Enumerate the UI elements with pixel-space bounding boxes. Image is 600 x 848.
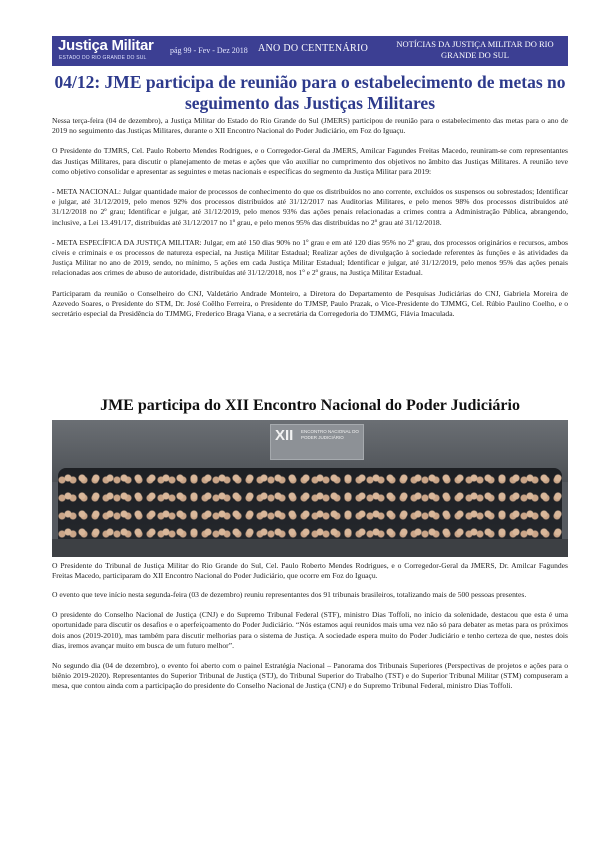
article1-paragraph: O Presidente do TJMRS, Cel. Paulo Roberto Mendes Rodrigues, e o Corregedor-Geral da JMERS, Amilcar Fagundes Freitas Macedo, reuniram-se com representantes das Justiças Militares, para discutir o planejamento de metas e ações que vão auxiliar no cumprimento dos objetivos no âmbito das Justiças Militares. A reunião teve como objetivo consolidar e apresentar as seguintes e metas nacionais e específicas do segmento da Justiça Militar para 2019:: [52, 146, 568, 176]
event-banner: [270, 424, 364, 460]
article2-paragraph: O presidente do Conselho Nacional de Justiça (CNJ) e do Supremo Tribunal Federal (STF), ministro Dias Toffoli, no início da solenidade, destacou que esta é uma oportunidade para discutir os desafios e o aperfeiçoamento do Poder Judiciário. “Nós estamos aqui reunidos mais uma vez não só para debater as metas para os próximos dois anos (2019-2010), mas também para discutir melhorias para o sistema de Justiça. A sociedade espera muito do Poder Judiciário e tenho certeza de que, nestes dois dias, iremos avançar muito em busca de um futuro melhor”.: [52, 610, 568, 650]
section-title: NOTÍCIAS DA JUSTIÇA MILITAR DO RIO GRANDE DO SUL: [396, 39, 554, 60]
article2-body: [52, 590, 568, 702]
centenary-label: ANO DO CENTENÁRIO: [258, 43, 369, 54]
article1-paragraph: Participaram da reunião o Conselheiro do CNJ, Valdetário Andrade Monteiro, a Diretora do Departamento de Pesquisas Judiciárias do CNJ, Gabriela Moreira de Azevedo Soares, o Presidente do STM, Dr. José Coêlho Ferreira, o Presidente do TJMSP, Paulo Prazak, o Vice-Presidente do TJMMG, Cel. Rúbio Paulino Coelho, e o secretário especial da Presidência do TJMMG, Frederico Braga Viana, e a secretária da Corregedoria do TJMMG, Flávia Imaculada.: [52, 288, 568, 319]
article1-headline: 04/12: JME participa de reunião para o estabelecimento de metas no seguimento das Justiças Militares: [54, 72, 566, 113]
banner-number: XII: [275, 427, 294, 444]
logo: [58, 38, 156, 64]
photo-crowd: [58, 468, 562, 548]
banner-text: ENCONTRO NACIONAL DO PODER JUDICIÁRIO: [301, 429, 359, 440]
logo-subtitle: ESTADO DO RIO GRANDE DO SUL: [59, 55, 147, 61]
header-bar: [52, 36, 568, 66]
article2-paragraph: O evento que teve início nesta segunda-feira (03 de dezembro) reuniu representantes dos 91 tribunais brasileiros, totalizando mais de 500 pessoas presentes.: [52, 590, 527, 599]
article1-body: [52, 116, 568, 329]
logo-title: Justiça Militar: [58, 37, 154, 54]
article2-paragraph: No segundo dia (04 de dezembro), o evento foi aberto com o painel Estratégia Nacional – Panorama dos Tribunais Superiores (Perspectivas de projetos e ações para o biênio 2019-2020). Representantes do Superior Tribunal de Justiça (STJ), do Tribunal Superior do Trabalho (TST) e do Superior Tribunal Militar (STM) compuseram a mesa, que contou ainda com a participação do presidente do Conselho Nacional de Justiça (CNJ) e do Supremo Tribunal Federal, ministro Dias Toffoli.: [52, 661, 568, 691]
article1-paragraph: - META NACIONAL: Julgar quantidade maior de processos de conhecimento do que os distribuídos no ano corrente, excluídos os suspensos ou sobrestados; Identificar e julgar, até 31/12/2019, pelo menos 92% dos processos distribuídos até 31/12/2017 nas Auditorias Militares, e pelo menos 98% dos processos distribuídos até 31/12/2018 no 2º grau; Identificar e julgar, até 31/12/2019, pelo menos 93% das ações penais relacionadas a crimes contra a Administração Pública, abrangendo, inclusive, a Lei 13.491/17, distribuídas até 31/12/2017 no 1º grau, e pelo menos 95% das distribuídas no 2º grau até 31/12/2018.: [52, 187, 568, 227]
photo-caption: O Presidente do Tribunal de Justiça Militar do Rio Grande do Sul, Cel. Paulo Roberto Mendes Rodrigues, e o Corregedor-Geral da JMERS, Dr. Amilcar Fagundes Freitas Macedo, participaram do XII Encontro Nacional do Poder Judiciário, que ocorre em Foz do Iguaçu.: [52, 561, 568, 581]
article1-paragraph: Nessa terça-feira (04 de dezembro), a Justiça Militar do Estado do Rio Grande do Sul (JMERS) participou de reunião para o estabelecimento das metas para o ano de 2019 no seguimento das Justiças Militares, durante o XII Encontro Nacional do Poder Judiciário, em Foz do Iguaçu.: [52, 116, 568, 136]
page-info: pág 99 - Fev - Dez 2018: [170, 46, 248, 55]
article1-paragraph: - META ESPECÍFICA DA JUSTIÇA MILITAR: Julgar, em até 150 dias 90% no 1º grau e em até 120 dias 95% no 2º grau, dos processos originários e recursos, ambos cíveis e criminais e os processos de natureza especial, na Justiça Militar Estadual; Realizar ações de divulgação à sociedade referentes às funções e às atividades da Justiça Militar no ano de 2019, sendo, no mínimo, 5 ações em cada Justiça Militar Estadual; Identificar e julgar, até 31/12/2019, pelo menos 95% das ações penais relacionadas aos crimes de abuso de autoridade, distribuídas até 31/12/2018, nos 1º e 2º graus, na Justiça Militar Estadual.: [52, 237, 568, 278]
group-photo: [52, 420, 568, 557]
photo-floor: [52, 539, 568, 557]
article2-headline: JME participa do XII Encontro Nacional do Poder Judiciário: [100, 397, 520, 414]
